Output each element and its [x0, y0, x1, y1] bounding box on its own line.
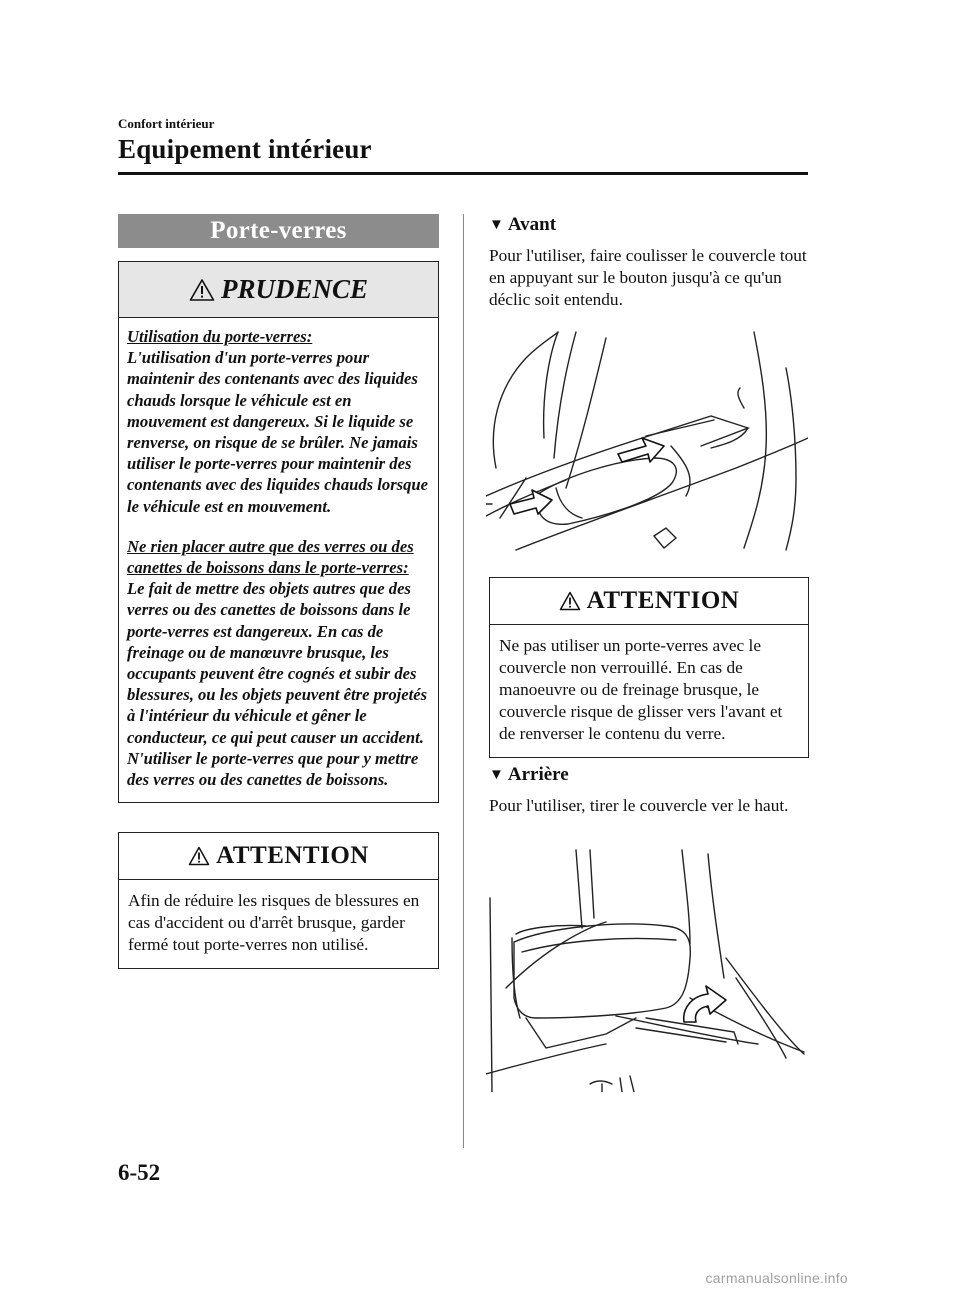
- front-section: [489, 214, 809, 311]
- left-column: [118, 214, 439, 969]
- rear-heading: [489, 764, 809, 786]
- warning-text-2: Le fait de mettre des objets autres que des verres ou des canettes de boissons dans le porte-verres est dangereux. En cas de freinage ou de manœuvre brusque, les occupants peuvent être cognés et subir des blessures, ou les objets peuvent être projetés à l'intérieur du véhicule et gêner le conducteur, ce qui peut causer un accident. N'utiliser le porte-verres que pour y mettre des verres ou des canettes de boissons.: [127, 579, 428, 790]
- attention-box-right: [489, 577, 809, 758]
- attention-box-left: [118, 832, 439, 969]
- warning-header: [119, 262, 438, 318]
- warning-triangle-icon: [189, 278, 215, 302]
- attention-header: [119, 833, 438, 880]
- section-banner: Porte-verres: [118, 214, 439, 248]
- front-attention-wrap: [489, 577, 809, 758]
- warning-heading-2: Ne rien placer autre que des verres ou des canettes de boissons dans le porte-verres:: [127, 536, 414, 578]
- attention-text: Afin de réduire les risques de blessures en cas d'accident ou d'arrêt brusque, garder fermé tout porte-verres non utilisé.: [128, 891, 420, 955]
- warning-title: PRUDENCE: [220, 274, 369, 304]
- warning-body: [119, 318, 438, 802]
- rear-heading-text: Arrière: [507, 764, 569, 785]
- watermark: carmanualsonline.info: [705, 1270, 848, 1286]
- rear-cup-holder-illustration: [486, 848, 808, 1092]
- chapter-title: Equipement intérieur: [118, 134, 372, 164]
- attention-title: ATTENTION: [586, 587, 740, 614]
- warning-triangle-icon: [559, 591, 581, 611]
- rear-text: Pour l'utiliser, tirer le couvercle ver le haut.: [489, 796, 789, 815]
- warning-triangle-icon: [188, 846, 210, 866]
- front-heading-text: Avant: [507, 214, 557, 235]
- triangle-bullet-icon: ▼: [489, 216, 504, 233]
- front-heading: [489, 214, 809, 236]
- header-rule: [118, 172, 808, 175]
- front-cup-holder-illustration: [486, 328, 808, 552]
- page-number: 6-52: [118, 1160, 161, 1185]
- warning-text-1: L'utilisation d'un porte-verres pour maintenir des contenants avec des liquides chauds lorsque le véhicule est en mouvement est dangereux. Si le liquide se renverse, on risque de se brûler. Ne jamais utiliser le porte-verres pour maintenir des contenants avec des liquides chauds lorsque le véhicule est en mouvement.: [127, 348, 429, 516]
- section-label: Confort intérieur: [118, 116, 215, 131]
- attention-title: ATTENTION: [216, 842, 369, 870]
- attention-header: [490, 578, 808, 625]
- warning-box: [118, 261, 439, 803]
- attention-text: Ne pas utiliser un porte-verres avec le couvercle non verrouillé. En cas de manoeuvre ou de freinage brusque, le couvercle risque de glisser vers l'avant et de renverser le contenu du verre.: [499, 636, 783, 743]
- triangle-bullet-icon: ▼: [489, 766, 504, 783]
- front-text: Pour l'utiliser, faire coulisser le couvercle tout en appuyant sur le bouton jusqu'à ce qu'un déclic soit entendu.: [489, 246, 807, 309]
- rear-section: [489, 764, 809, 817]
- warning-heading-1: Utilisation du porte-verres:: [127, 327, 313, 346]
- column-divider: [463, 214, 464, 1148]
